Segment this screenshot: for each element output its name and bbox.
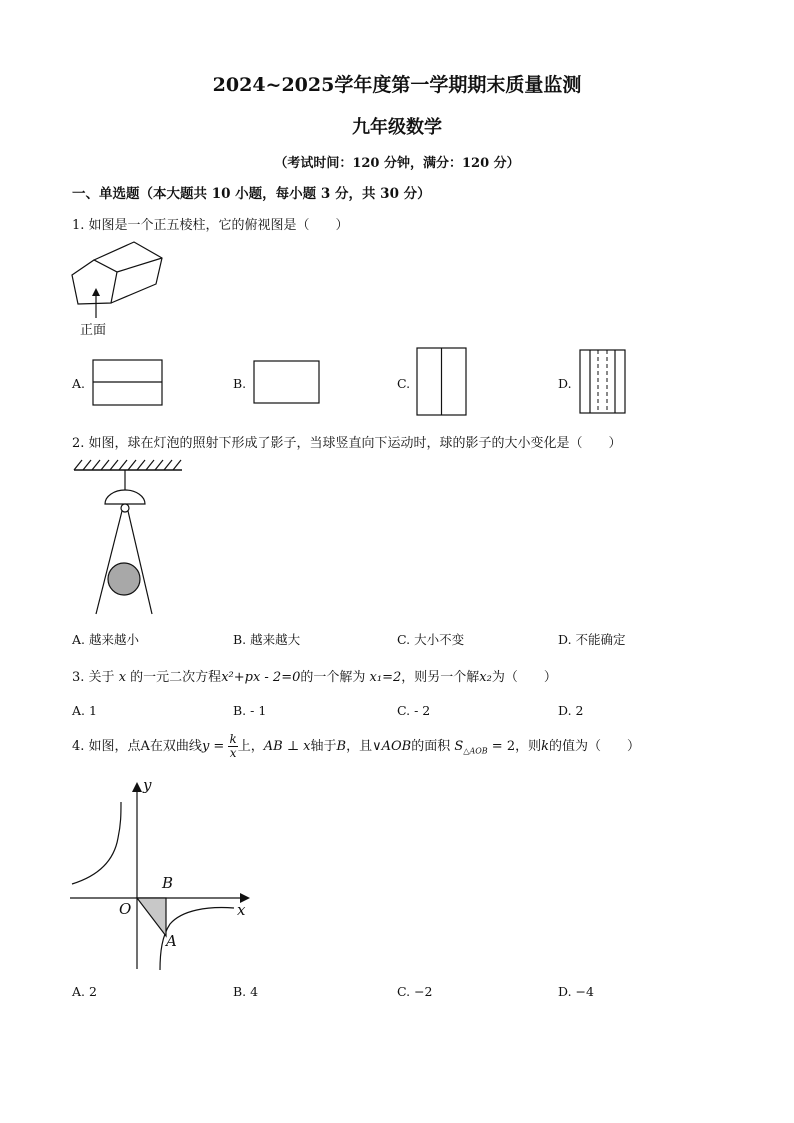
q3-end: 为（ ） <box>491 670 557 685</box>
q3-option-d: D. 2 <box>558 703 584 718</box>
q3-option-b: B. - 1 <box>233 703 267 718</box>
exam-title: 2024~2025学年度第一学期期末质量监测 <box>212 74 582 96</box>
q3-prefix: 3. 关于 <box>72 670 115 685</box>
q3-middle: 的一元二次方程 <box>130 670 222 685</box>
graph-label-x: x <box>237 901 246 919</box>
q2-option-c: C. 大小不变 <box>397 632 465 647</box>
q3-var-x2: x₂ <box>479 670 492 685</box>
q3-option-c: C. - 2 <box>397 703 431 718</box>
subject-title: 九年级数学 <box>352 117 442 138</box>
q4-triangle: ∨AOB <box>372 739 412 754</box>
q1-option-d-figure <box>579 349 627 415</box>
q4-y-eq: y = <box>201 739 225 754</box>
q4-after: 上， <box>237 739 264 754</box>
q4-option-b: B. 4 <box>233 984 259 999</box>
graph-label-y: y <box>143 776 152 794</box>
q2-option-a: A. 越来越小 <box>72 632 139 647</box>
q4-area-subscript: △AOB <box>463 746 488 756</box>
q1-option-c-label: C. <box>397 376 411 391</box>
q4-axis-text: 轴于 <box>310 739 337 754</box>
question-3-text <box>72 666 557 685</box>
q4-fraction <box>228 733 237 760</box>
q4-option-a: A. 2 <box>72 984 97 999</box>
q4-prefix: 4. 如图，点A在双曲线 <box>72 739 202 754</box>
q3-middle2: 的一个解为 <box>300 670 366 685</box>
q4-frac-num: k <box>229 732 237 746</box>
q4-perp: AB ⊥ x <box>263 739 311 754</box>
q3-solution: x₁=2 <box>369 670 402 685</box>
q1-option-a-label: A. <box>72 376 86 391</box>
q4-frac-den: x <box>229 746 237 760</box>
section-heading: 一、单选题（本大题共 10 小题，每小题 3 分，共 30 分） <box>72 186 431 202</box>
pentagonal-prism-figure <box>70 238 170 318</box>
q4-and: ，且 <box>346 739 373 754</box>
question-4-text <box>72 733 640 773</box>
q1-option-b-figure <box>253 360 321 404</box>
front-view-label: 正面 <box>80 323 107 338</box>
q3-equation: x²+px - 2=0 <box>221 670 301 685</box>
q1-option-a-figure <box>92 359 164 407</box>
graph-label-b: B <box>162 874 174 892</box>
lamp-ball-figure <box>68 458 188 618</box>
q4-option-c: C. −2 <box>397 984 433 999</box>
q1-option-d-label: D. <box>558 376 572 391</box>
q2-option-d: D. 不能确定 <box>558 632 626 647</box>
q4-point-b: B <box>336 739 347 754</box>
q4-area-symbol: S <box>454 739 464 754</box>
q2-option-b: B. 越来越大 <box>233 632 301 647</box>
graph-label-a: A <box>166 932 177 950</box>
q4-area-text: 的面积 <box>411 739 451 754</box>
graph-label-origin: O <box>119 900 132 918</box>
exam-info: （考试时间：120 分钟，满分：120 分） <box>274 156 520 171</box>
q3-option-a: A. 1 <box>72 703 97 718</box>
q4-end: 的值为（ ） <box>549 739 641 754</box>
q3-suffix: ，则另一个解 <box>401 670 480 685</box>
q4-k: k <box>541 739 550 754</box>
q1-option-b-label: B. <box>233 376 247 391</box>
q4-tail: ，则 <box>515 739 542 754</box>
q1-option-c-figure <box>416 347 468 417</box>
question-2-text: 2. 如图，球在灯泡的照射下形成了影子，当球竖直向下运动时，球的影子的大小变化是（ ） <box>72 436 622 451</box>
question-1-text: 1. 如图是一个正五棱柱，它的俯视图是（ ） <box>72 218 349 233</box>
q3-var-x: x <box>118 670 127 685</box>
q4-option-d: D. −4 <box>558 984 594 999</box>
q4-eq2: = 2 <box>487 739 516 754</box>
